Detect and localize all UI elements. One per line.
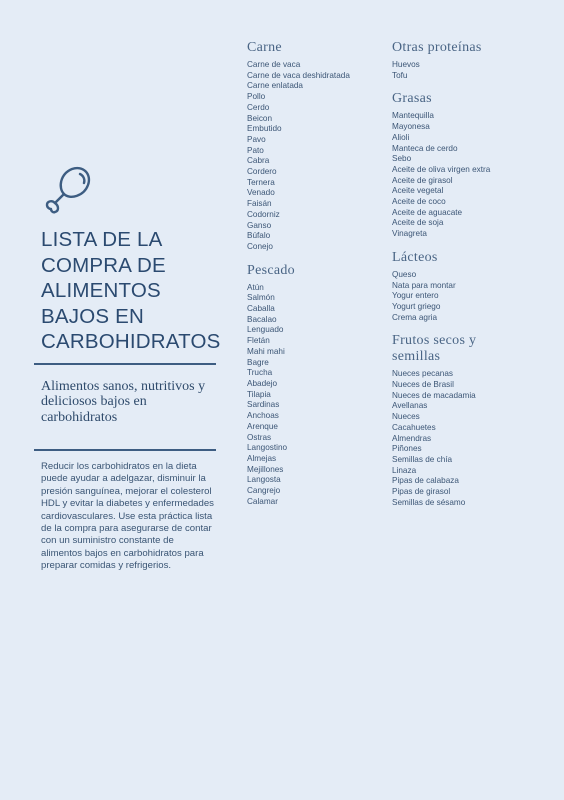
list-item: Nueces — [392, 412, 420, 422]
section-lácteos — [392, 250, 542, 324]
list-item: Langostino — [247, 443, 288, 453]
list-item: Aceite de girasol — [392, 175, 453, 185]
list-item: Aceite de oliva virgen extra — [392, 164, 491, 174]
list-item: Cangrejo — [247, 486, 281, 496]
list-item: Búfalo — [247, 231, 271, 241]
list-item: Almejas — [247, 453, 277, 463]
list-item: Queso — [392, 269, 417, 279]
list-item: Linaza — [392, 465, 417, 475]
list-item: Cerdo — [247, 102, 270, 112]
list-item: Beicon — [247, 113, 273, 123]
intro-panel — [34, 160, 221, 573]
section-title: Grasas — [392, 91, 432, 107]
item-list — [392, 270, 542, 324]
list-item: Sebo — [392, 154, 412, 164]
list-item: Mantequilla — [392, 111, 434, 121]
list-item: Salmón — [247, 293, 275, 303]
list-item: Vinagreta — [392, 229, 427, 239]
list-item: Pipas de calabaza — [392, 476, 459, 486]
list-item: Trucha — [247, 368, 273, 378]
list-item: Nueces pecanas — [392, 369, 453, 379]
list-item: Cacahuetes — [392, 422, 436, 432]
list-item: Lenguado — [247, 325, 284, 335]
list-item: Ostras — [247, 432, 272, 442]
list-item: Pipas de girasol — [392, 487, 451, 497]
list-item: Langosta — [247, 475, 281, 485]
list-item: Cordero — [247, 167, 277, 177]
list-item: Bacalao — [247, 314, 277, 324]
list-item: Nata para montar — [392, 280, 456, 290]
list-item: Alioli — [392, 132, 410, 142]
list-item: Fletán — [247, 336, 270, 346]
item-list — [247, 60, 407, 253]
list-item: Aceite de coco — [392, 197, 446, 207]
list-item: Venado — [247, 188, 275, 198]
list-item: Arenque — [247, 421, 278, 431]
list-item: Semillas de chía — [392, 454, 453, 464]
list-item: Sardinas — [247, 400, 280, 410]
item-list — [247, 283, 407, 508]
subtitle: Alimentos sanos, nutritivos y deliciosos bajos en carbohidratos — [41, 378, 206, 425]
list-item: Cabra — [247, 156, 270, 166]
list-item: Carne de vaca — [247, 60, 301, 69]
section-carne — [247, 40, 407, 253]
subtitle-divider — [34, 449, 216, 451]
section-title: Pescado — [247, 262, 295, 278]
list-column-2 — [392, 40, 542, 519]
section-frutos-secos-y-semillas — [392, 333, 542, 508]
list-item: Conejo — [247, 241, 273, 251]
drumstick-icon — [40, 160, 96, 216]
section-pescado — [247, 263, 407, 508]
list-item: Calamar — [247, 496, 278, 506]
list-item: Pavo — [247, 134, 266, 144]
list-item: Embutido — [247, 124, 282, 134]
list-item: Abadejo — [247, 378, 278, 388]
list-item: Ganso — [247, 220, 272, 230]
item-list — [392, 369, 542, 508]
list-item: Bagre — [247, 357, 269, 367]
item-list — [392, 111, 542, 239]
list-item: Carne de vaca deshidratada — [247, 70, 350, 80]
list-item: Aceite vegetal — [392, 186, 444, 196]
list-item: Yogurt griego — [392, 301, 441, 311]
list-item: Manteca de cerdo — [392, 143, 458, 153]
list-item: Tilapia — [247, 389, 271, 399]
section-title: Frutos secos y semillas — [392, 333, 477, 365]
list-item: Pato — [247, 145, 264, 155]
list-item: Almendras — [392, 433, 432, 443]
list-item: Mayonesa — [392, 122, 430, 132]
list-item: Nueces de Brasil — [392, 380, 454, 390]
list-item: Tofu — [392, 70, 408, 80]
list-item: Crema agria — [392, 312, 438, 322]
list-item: Aceite de soja — [392, 218, 444, 228]
list-item: Avellanas — [392, 401, 428, 411]
list-column-1 — [247, 40, 407, 517]
list-item: Piñones — [392, 444, 422, 454]
list-item: Codorniz — [247, 209, 280, 219]
intro-text: Reducir los carbohidratos en la dieta puede ayudar a adelgazar, disminuir la presión sanguínea, mejorar el colesterol HDL y evitar la diabetes y enfermedades cardiovasculares. Use esta práctica lista de la compra para asegurarse de contar con un suministro constante de alimentos bajos en carbohidratos para preparar comidas y refrigerios. — [41, 461, 214, 572]
list-item: Mejillones — [247, 464, 284, 474]
list-item: Ternera — [247, 177, 275, 187]
section-title: Otras proteínas — [392, 40, 482, 55]
list-item: Atún — [247, 282, 264, 292]
list-item: Semillas de sésamo — [392, 497, 466, 507]
list-item: Faisán — [247, 199, 272, 209]
section-otras-proteínas — [392, 40, 542, 81]
list-item: Anchoas — [247, 411, 279, 421]
section-title: Lácteos — [392, 249, 438, 265]
item-list — [392, 60, 542, 81]
list-item: Aceite de aguacate — [392, 207, 463, 217]
title-divider — [34, 363, 216, 365]
list-item: Carne enlatada — [247, 81, 303, 91]
section-grasas — [392, 91, 542, 239]
list-item: Mahi mahi — [247, 346, 285, 356]
list-item: Huevos — [392, 60, 420, 69]
list-item: Pollo — [247, 92, 266, 102]
list-item: Nueces de macadamia — [392, 390, 476, 400]
section-title: Carne — [247, 40, 282, 55]
list-item: Yogur entero — [392, 291, 439, 301]
page-title: LISTA DE LA COMPRA DE ALIMENTOS BAJOS EN CARBOHIDRATOS — [41, 228, 221, 353]
list-item: Caballa — [247, 304, 275, 314]
